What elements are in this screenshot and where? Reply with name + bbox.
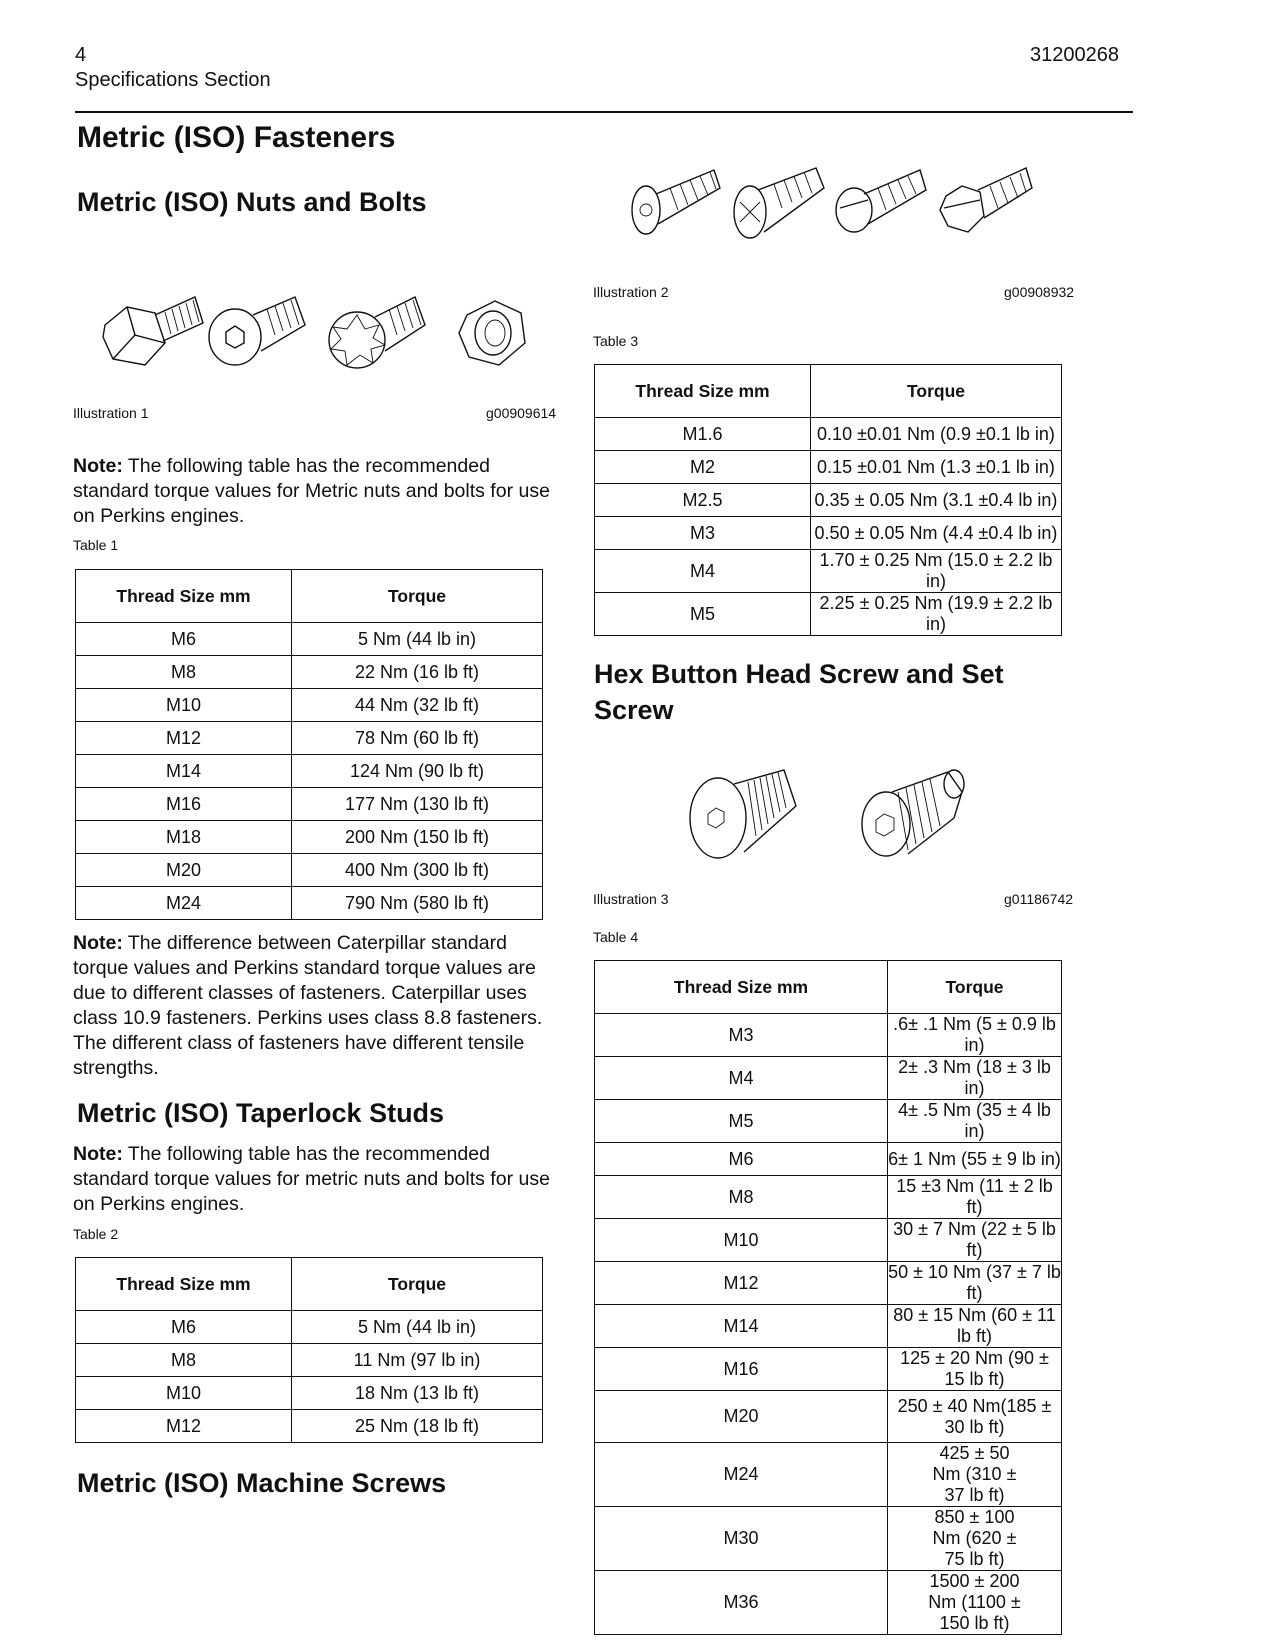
heading-machine-screws: Metric (ISO) Machine Screws (77, 1468, 447, 1498)
illustration-1-code: g00909614 (486, 405, 557, 421)
cell-torque: 0.50 ± 0.05 Nm (4.4 ±0.4 lb in) (811, 517, 1062, 550)
table-4-label: Table 4 (593, 929, 639, 945)
table-3-header-thread-size: Thread Size mm (595, 365, 811, 418)
twelve-point-bolt-drawing (329, 297, 425, 368)
table-row (76, 689, 543, 722)
table-1 (75, 569, 543, 920)
cell-torque: 22 Nm (16 lb ft) (292, 656, 543, 689)
cell-thread-size: M20 (595, 1391, 888, 1443)
cell-thread-size: M1.6 (595, 418, 811, 451)
flat-head-phillips-screw-drawing (734, 168, 824, 238)
note-2 (73, 931, 563, 1081)
cell-torque: .6± .1 Nm (5 ± 0.9 lb in) (888, 1014, 1062, 1057)
cell-torque: 0.35 ± 0.05 Nm (3.1 ±0.4 lb in) (811, 484, 1062, 517)
note-1-text: The following table has the recommended standard torque values for Metric nuts and bolts for use on Perkins engines. (73, 455, 550, 527)
cell-thread-size: M10 (595, 1219, 888, 1262)
table-row (76, 1311, 543, 1344)
table-row (76, 821, 543, 854)
cell-thread-size: M6 (76, 1311, 292, 1344)
table-4-header-torque: Torque (888, 961, 1062, 1014)
cell-torque: 25 Nm (18 lb ft) (292, 1410, 543, 1443)
table-2-header-thread-size: Thread Size mm (76, 1258, 292, 1311)
cell-thread-size: M16 (76, 788, 292, 821)
hex-slotted-screw-drawing (940, 168, 1032, 232)
section-name: Specifications Section (75, 69, 271, 91)
table-row (595, 1057, 1062, 1100)
cell-thread-size: M10 (76, 1377, 292, 1410)
cell-torque: 44 Nm (32 lb ft) (292, 689, 543, 722)
document-number: 31200268 (1030, 44, 1119, 66)
heading-taperlock-studs: Metric (ISO) Taperlock Studs (77, 1098, 445, 1128)
cell-torque: 1500 ± 200 Nm (1100 ± 150 lb ft) (888, 1571, 1062, 1635)
table-row (76, 788, 543, 821)
cell-thread-size: M30 (595, 1507, 888, 1571)
cell-thread-size: M2 (595, 451, 811, 484)
cell-torque: 0.15 ±0.01 Nm (1.3 ±0.1 lb in) (811, 451, 1062, 484)
cell-thread-size: M16 (595, 1348, 888, 1391)
note-3-text: The following table has the recommended standard torque values for metric nuts and bolts for use on Perkins engines. (73, 1143, 550, 1215)
cell-torque: 1.70 ± 0.25 Nm (15.0 ± 2.2 lb in) (811, 550, 1062, 593)
illustration-2-label: Illustration 2 (593, 284, 669, 300)
cell-torque: 200 Nm (150 lb ft) (292, 821, 543, 854)
table-3-label: Table 3 (593, 333, 639, 349)
table-row (76, 854, 543, 887)
table-row (595, 484, 1062, 517)
socket-head-bolt-drawing (209, 297, 305, 365)
cell-thread-size: M2.5 (595, 484, 811, 517)
table-row (76, 1377, 543, 1410)
cell-thread-size: M12 (76, 1410, 292, 1443)
illustration-3-code: g01186742 (1004, 891, 1074, 907)
table-row (595, 1262, 1062, 1305)
table-row (595, 1176, 1062, 1219)
cell-thread-size: M5 (595, 593, 811, 636)
table-row (595, 517, 1062, 550)
cell-torque: 400 Nm (300 lb ft) (292, 854, 543, 887)
note-3 (73, 1142, 563, 1217)
table-2-label: Table 2 (73, 1226, 119, 1242)
hex-bolt-drawing (103, 297, 203, 365)
cell-thread-size: M4 (595, 550, 811, 593)
cell-torque: 78 Nm (60 lb ft) (292, 722, 543, 755)
cell-torque: 250 ± 40 Nm(185 ± 30 lb ft) (888, 1391, 1062, 1443)
heading-nuts-bolts: Metric (ISO) Nuts and Bolts (77, 187, 427, 217)
note-2-label: Note: (73, 932, 123, 954)
table-row (595, 1305, 1062, 1348)
cell-thread-size: M20 (76, 854, 292, 887)
table-row (76, 623, 543, 656)
table-row (76, 887, 543, 920)
table-row (595, 1391, 1062, 1443)
cell-torque: 80 ± 15 Nm (60 ± 11 lb ft) (888, 1305, 1062, 1348)
header-rule (75, 111, 1133, 113)
table-row (76, 1344, 543, 1377)
illustration-2-code: g00908932 (1004, 284, 1075, 300)
hex-nut-drawing (459, 301, 525, 365)
note-1 (73, 454, 563, 529)
cell-thread-size: M36 (595, 1571, 888, 1635)
table-row (76, 755, 543, 788)
cell-torque: 4± .5 Nm (35 ± 4 lb in) (888, 1100, 1062, 1143)
table-row (76, 656, 543, 689)
cell-thread-size: M8 (76, 1344, 292, 1377)
table-3-header-torque: Torque (811, 365, 1062, 418)
table-row (595, 418, 1062, 451)
illustration-1-label: Illustration 1 (73, 405, 149, 421)
cell-torque: 5 Nm (44 lb in) (292, 623, 543, 656)
cell-torque: 30 ± 7 Nm (22 ± 5 lb ft) (888, 1219, 1062, 1262)
cell-torque: 850 ± 100 Nm (620 ± 75 lb ft) (888, 1507, 1062, 1571)
cell-torque: 125 ± 20 Nm (90 ± 15 lb ft) (888, 1348, 1062, 1391)
cell-thread-size: M24 (76, 887, 292, 920)
note-3-label: Note: (73, 1143, 123, 1165)
cell-torque: 0.10 ±0.01 Nm (0.9 ±0.1 lb in) (811, 418, 1062, 451)
cell-thread-size: M4 (595, 1057, 888, 1100)
table-row (76, 1410, 543, 1443)
cell-thread-size: M24 (595, 1443, 888, 1507)
table-1-label: Table 1 (73, 537, 119, 553)
table-2-header-torque: Torque (292, 1258, 543, 1311)
table-3 (594, 364, 1062, 636)
cell-thread-size: M14 (76, 755, 292, 788)
cell-torque: 2± .3 Nm (18 ± 3 lb in) (888, 1057, 1062, 1100)
cell-thread-size: M8 (76, 656, 292, 689)
table-row (76, 722, 543, 755)
page-number: 4 (75, 44, 87, 66)
set-screw-drawing (862, 770, 964, 856)
table-row (595, 1143, 1062, 1176)
torx-screw-drawing (632, 170, 720, 234)
cell-thread-size: M3 (595, 517, 811, 550)
table-row (595, 1100, 1062, 1143)
heading-hex-button-head: Hex Button Head Screw and Set Screw (594, 659, 1004, 725)
cell-torque: 15 ±3 Nm (11 ± 2 lb ft) (888, 1176, 1062, 1219)
cell-torque: 11 Nm (97 lb in) (292, 1344, 543, 1377)
cell-torque: 6± 1 Nm (55 ± 9 lb in) (888, 1143, 1062, 1176)
table-4-header-thread-size: Thread Size mm (595, 961, 888, 1014)
cell-thread-size: M6 (76, 623, 292, 656)
cell-torque: 50 ± 10 Nm (37 ± 7 lb ft) (888, 1262, 1061, 1303)
cell-torque: 790 Nm (580 lb ft) (292, 887, 543, 920)
table-2 (75, 1257, 543, 1443)
note-1-label: Note: (73, 455, 123, 477)
machine-screws-illustration (628, 158, 1038, 243)
table-1-header-torque: Torque (292, 570, 543, 623)
cell-torque: 177 Nm (130 lb ft) (292, 788, 543, 821)
table-row (595, 1507, 1062, 1571)
page-title: Metric (ISO) Fasteners (77, 121, 396, 154)
round-slotted-screw-drawing (836, 170, 926, 232)
table-1-header-thread-size: Thread Size mm (76, 570, 292, 623)
illustration-3-label: Illustration 3 (593, 891, 669, 907)
cell-thread-size: M3 (595, 1014, 888, 1057)
cell-thread-size: M12 (595, 1262, 888, 1305)
cell-torque: 124 Nm (90 lb ft) (292, 755, 543, 788)
table-row (595, 451, 1062, 484)
table-row (595, 1014, 1062, 1057)
table-row (595, 550, 1062, 593)
table-row (595, 1571, 1062, 1635)
table-row (595, 593, 1062, 636)
cell-thread-size: M18 (76, 821, 292, 854)
cell-thread-size: M6 (595, 1143, 888, 1176)
hex-button-set-screw-illustration (686, 762, 976, 862)
button-head-screw-drawing (690, 770, 796, 858)
cell-thread-size: M8 (595, 1176, 888, 1219)
nuts-bolts-illustration (95, 285, 555, 395)
table-row (595, 1443, 1062, 1507)
cell-thread-size: M14 (595, 1305, 888, 1348)
note-2-text: The difference between Caterpillar standard torque values and Perkins standard torque values are due to different classes of fasteners. Caterpillar uses class 10.9 fasteners. Perkins uses class 8.8 fasteners. The different class of fasteners have different tensile strengths. (73, 932, 543, 1079)
cell-torque: 425 ± 50 Nm (310 ± 37 lb ft) (888, 1443, 1062, 1507)
cell-thread-size: M10 (76, 689, 292, 722)
table-row (595, 1348, 1062, 1391)
cell-thread-size: M5 (595, 1100, 888, 1143)
cell-thread-size: M12 (76, 722, 292, 755)
cell-torque: 18 Nm (13 lb ft) (292, 1377, 543, 1410)
cell-torque: 2.25 ± 0.25 Nm (19.9 ± 2.2 lb in) (811, 593, 1062, 636)
table-4 (594, 960, 1062, 1635)
table-row (595, 1219, 1062, 1262)
cell-torque: 5 Nm (44 lb in) (292, 1311, 543, 1344)
